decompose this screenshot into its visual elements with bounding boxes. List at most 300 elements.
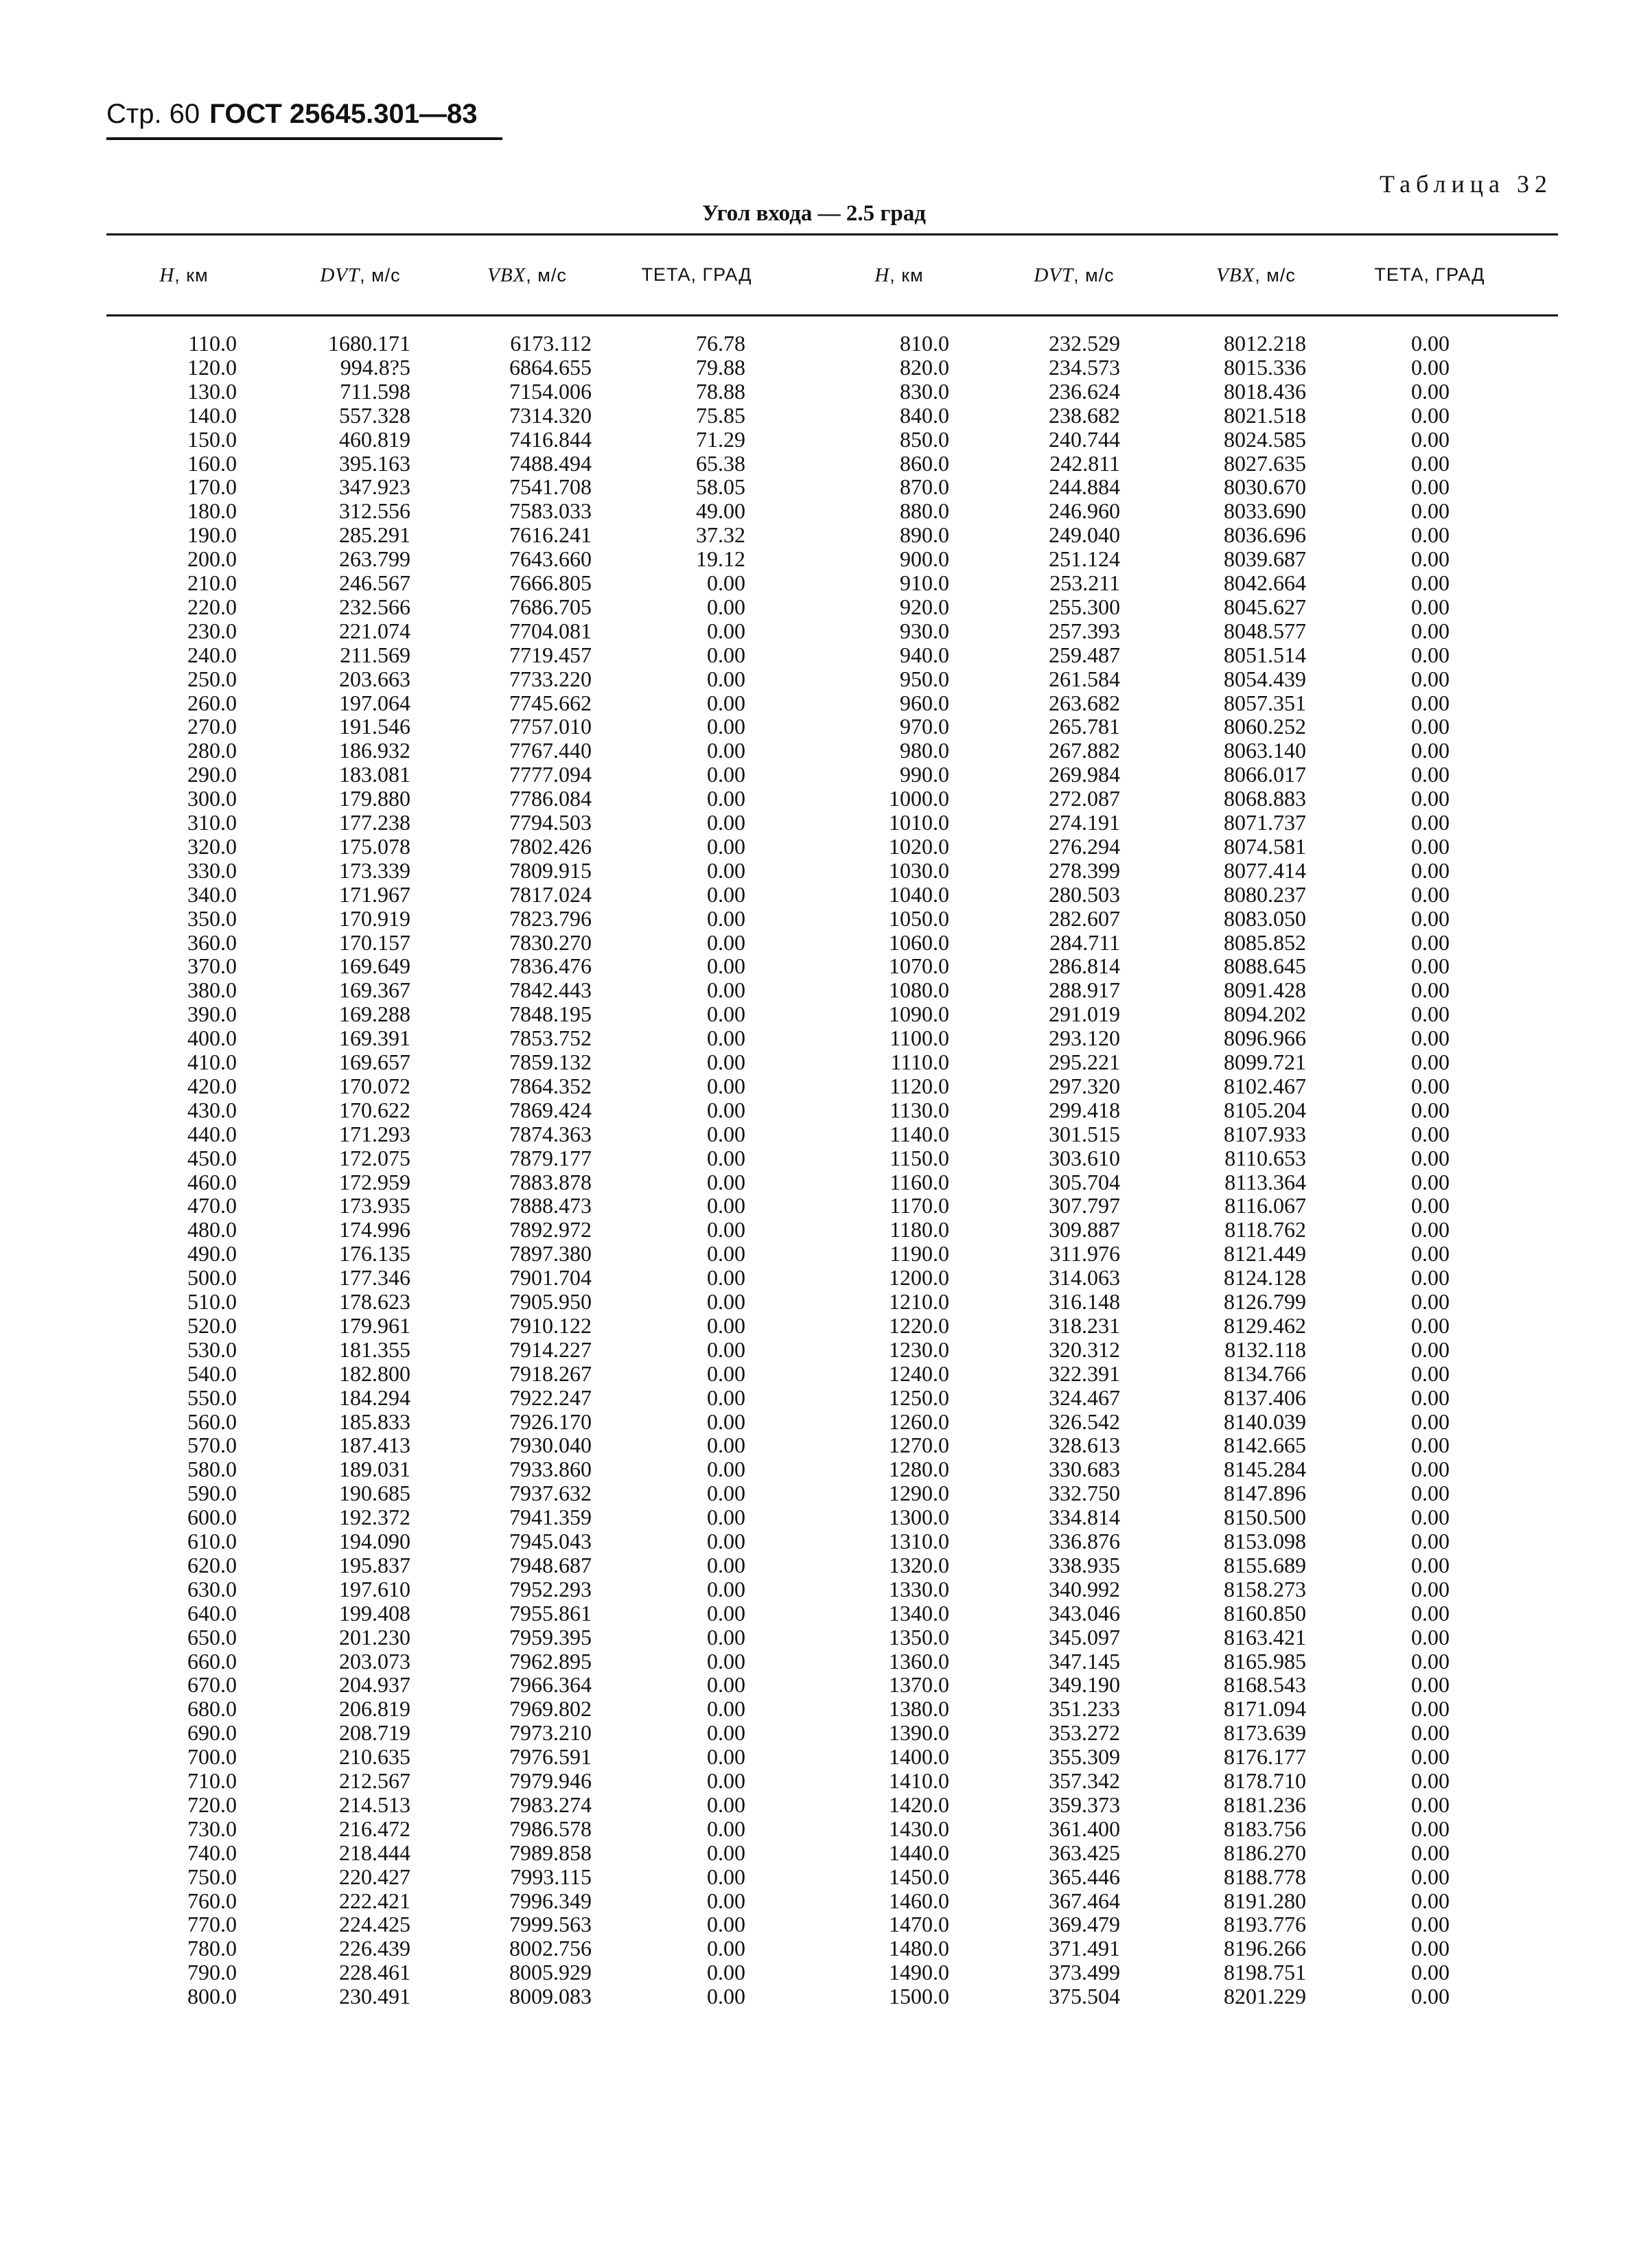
table-cell-h: 1450.0 xyxy=(889,1864,949,1889)
table-cell-teta: 0.00 xyxy=(1411,1097,1450,1122)
table-cell-teta: 0.00 xyxy=(1411,1600,1450,1625)
table-cell-teta: 0.00 xyxy=(707,905,745,931)
table-cell-vbx: 8155.689 xyxy=(1224,1552,1306,1577)
table-cell-h: 860.0 xyxy=(900,450,949,476)
table-cell-dvt: 259.487 xyxy=(1049,642,1120,667)
table-cell-dvt: 181.355 xyxy=(339,1336,410,1362)
table-cell-teta: 0.00 xyxy=(1411,714,1450,739)
table-cell-dvt: 994.8?5 xyxy=(340,354,410,380)
table-cell-h: 640.0 xyxy=(187,1600,237,1625)
table-cell-h: 910.0 xyxy=(900,570,949,595)
table-cell-dvt: 190.685 xyxy=(339,1481,410,1506)
table-cell-dvt: 199.408 xyxy=(339,1600,410,1625)
table-cell-dvt: 216.472 xyxy=(339,1816,410,1841)
table-cell-h: 790.0 xyxy=(187,1960,237,1985)
table-cell-dvt: 197.610 xyxy=(339,1576,410,1601)
table-cell-h: 130.0 xyxy=(187,378,237,404)
table-cell-teta: 0.00 xyxy=(707,1241,745,1266)
table-cell-h: 410.0 xyxy=(187,1050,237,1074)
table-cell-teta: 0.00 xyxy=(1411,1193,1450,1218)
table-cell-teta: 0.00 xyxy=(1411,498,1450,524)
table-cell-teta: 0.00 xyxy=(707,1864,745,1889)
table-cell-dvt: 228.461 xyxy=(339,1960,410,1985)
table-cell-teta: 0.00 xyxy=(707,1385,745,1410)
table-cell-dvt: 338.935 xyxy=(1049,1552,1120,1577)
table-cell-teta: 0.00 xyxy=(1411,1289,1450,1314)
table-cell-teta: 76.78 xyxy=(696,331,745,356)
table-cell-teta: 0.00 xyxy=(1411,402,1450,428)
table-cell-h: 1240.0 xyxy=(889,1361,949,1386)
table-cell-teta: 0.00 xyxy=(1411,1121,1450,1146)
table-cell-teta: 0.00 xyxy=(1411,1409,1450,1434)
table-cell-vbx: 7416.844 xyxy=(509,426,592,452)
table-cell-teta: 0.00 xyxy=(1411,426,1450,452)
table-cell-h: 940.0 xyxy=(900,642,949,667)
table-cell-vbx: 7757.010 xyxy=(509,714,592,739)
table-cell-teta: 0.00 xyxy=(1411,1529,1450,1553)
table-cell-h: 240.0 xyxy=(187,642,237,667)
table-cell-h: 1120.0 xyxy=(889,1073,949,1098)
table-cell-h: 1380.0 xyxy=(889,1696,949,1722)
table-cell-h: 1220.0 xyxy=(889,1312,949,1338)
table-cell-teta: 0.00 xyxy=(1411,331,1450,356)
table-cell-h: 970.0 xyxy=(900,714,949,739)
table-cell-h: 820.0 xyxy=(900,354,949,380)
table-cell-dvt: 359.373 xyxy=(1049,1792,1120,1817)
table-cell-teta: 0.00 xyxy=(1411,786,1450,811)
table-cell-dvt: 284.711 xyxy=(1049,929,1120,955)
table-cell-dvt: 269.984 xyxy=(1049,762,1120,787)
table-cell-vbx: 8021.518 xyxy=(1224,402,1306,428)
table-cell-teta: 0.00 xyxy=(1411,642,1450,667)
table-cell-vbx: 8045.627 xyxy=(1224,594,1306,619)
table-cell-dvt: 172.075 xyxy=(339,1145,410,1170)
table-cell-h: 250.0 xyxy=(187,666,237,691)
table-cell-dvt: 336.876 xyxy=(1049,1529,1120,1553)
table-cell-h: 220.0 xyxy=(187,594,237,619)
table-cell-h: 1210.0 xyxy=(889,1289,949,1314)
table-cell-teta: 0.00 xyxy=(707,1624,745,1650)
table-top-rule xyxy=(106,233,1558,235)
table-cell-vbx: 8201.229 xyxy=(1224,1984,1306,2009)
table-cell-vbx: 7888.473 xyxy=(509,1193,592,1218)
table-cell-vbx: 7955.861 xyxy=(509,1600,592,1625)
table-cell-vbx: 8132.118 xyxy=(1224,1336,1306,1362)
table-cell-teta: 0.00 xyxy=(707,1912,745,1937)
table-cell-teta: 0.00 xyxy=(707,1529,745,1553)
table-cell-h: 1040.0 xyxy=(889,881,949,907)
table-cell-dvt: 253.211 xyxy=(1049,570,1120,595)
table-cell-h: 580.0 xyxy=(187,1457,237,1482)
table-cell-h: 1170.0 xyxy=(889,1193,949,1218)
table-cell-h: 670.0 xyxy=(187,1672,237,1698)
table-cell-vbx: 8024.585 xyxy=(1224,426,1306,452)
table-cell-dvt: 309.887 xyxy=(1049,1217,1120,1242)
table-cell-teta: 0.00 xyxy=(707,1505,745,1530)
table-cell-teta: 0.00 xyxy=(1411,1552,1450,1577)
table-cell-h: 690.0 xyxy=(187,1720,237,1746)
table-cell-h: 1370.0 xyxy=(889,1672,949,1698)
table-cell-teta: 0.00 xyxy=(1411,1624,1450,1650)
table-cell-teta: 0.00 xyxy=(1411,522,1450,548)
table-cell-teta: 0.00 xyxy=(1411,1026,1450,1051)
table-cell-dvt: 174.996 xyxy=(339,1217,410,1242)
table-cell-dvt: 361.400 xyxy=(1049,1816,1120,1841)
table-cell-teta: 0.00 xyxy=(1411,1912,1450,1937)
table-cell-vbx: 7905.950 xyxy=(509,1289,592,1314)
table-cell-teta: 0.00 xyxy=(1411,666,1450,691)
table-cell-h: 1200.0 xyxy=(889,1265,949,1291)
table-cell-vbx: 7704.081 xyxy=(509,618,592,643)
table-cell-vbx: 7767.440 xyxy=(509,738,592,763)
table-cell-dvt: 246.567 xyxy=(339,570,410,595)
table-cell-dvt: 311.976 xyxy=(1049,1241,1120,1266)
table-cell-h: 550.0 xyxy=(187,1385,237,1410)
table-cell-h: 960.0 xyxy=(900,690,949,715)
table-cell-vbx: 8099.721 xyxy=(1224,1050,1306,1074)
table-cell-vbx: 8118.762 xyxy=(1224,1217,1306,1242)
table-caption: Угол входа — 2.5 град xyxy=(702,201,926,226)
table-cell-vbx: 8051.514 xyxy=(1224,642,1306,667)
table-cell-vbx: 8113.364 xyxy=(1224,1169,1306,1194)
table-cell-dvt: 282.607 xyxy=(1049,905,1120,931)
table-cell-dvt: 221.074 xyxy=(339,618,410,643)
table-cell-dvt: 357.342 xyxy=(1049,1768,1120,1793)
table-cell-vbx: 8054.439 xyxy=(1224,666,1306,691)
table-cell-teta: 0.00 xyxy=(707,1433,745,1458)
table-cell-vbx: 8110.653 xyxy=(1224,1145,1306,1170)
table-cell-teta: 0.00 xyxy=(1411,738,1450,763)
table-cell-dvt: 340.992 xyxy=(1049,1576,1120,1601)
table-cell-teta: 0.00 xyxy=(707,594,745,619)
table-cell-vbx: 8173.639 xyxy=(1224,1720,1306,1746)
table-cell-vbx: 8005.929 xyxy=(509,1960,592,1985)
table-cell-h: 930.0 xyxy=(900,618,949,643)
table-cell-vbx: 7996.349 xyxy=(509,1888,592,1913)
table-cell-vbx: 8183.756 xyxy=(1224,1816,1306,1841)
table-cell-vbx: 8188.778 xyxy=(1224,1864,1306,1889)
standard-number: ГОСТ 25645.301—83 xyxy=(209,99,478,129)
table-cell-teta: 0.00 xyxy=(1411,762,1450,787)
table-cell-dvt: 191.546 xyxy=(339,714,410,739)
table-cell-h: 1290.0 xyxy=(889,1481,949,1506)
table-cell-teta: 0.00 xyxy=(1411,929,1450,955)
table-cell-h: 430.0 xyxy=(187,1097,237,1122)
table-cell-vbx: 7830.270 xyxy=(509,929,592,955)
table-cell-h: 310.0 xyxy=(187,810,237,835)
table-cell-vbx: 7969.802 xyxy=(509,1696,592,1722)
table-cell-vbx: 8176.177 xyxy=(1224,1744,1306,1770)
table-cell-dvt: 293.120 xyxy=(1049,1026,1120,1051)
table-cell-teta: 0.00 xyxy=(1411,1744,1450,1770)
table-cell-vbx: 7986.578 xyxy=(509,1816,592,1841)
table-cell-h: 1270.0 xyxy=(889,1433,949,1458)
table-cell-h: 540.0 xyxy=(187,1361,237,1386)
table-cell-vbx: 8168.543 xyxy=(1224,1672,1306,1698)
table-cell-vbx: 8085.852 xyxy=(1224,929,1306,955)
table-cell-dvt: 288.917 xyxy=(1049,977,1120,1003)
table-cell-vbx: 7892.972 xyxy=(509,1217,592,1242)
table-cell-h: 1100.0 xyxy=(889,1026,949,1051)
table-cell-teta: 0.00 xyxy=(1411,378,1450,404)
table-cell-h: 890.0 xyxy=(900,522,949,548)
table-cell-dvt: 176.135 xyxy=(339,1241,410,1266)
table-cell-h: 160.0 xyxy=(187,450,237,476)
table-cell-dvt: 182.800 xyxy=(339,1361,410,1386)
table-cell-dvt: 460.819 xyxy=(339,426,410,452)
table-cell-vbx: 8150.500 xyxy=(1224,1505,1306,1530)
table-cell-teta: 0.00 xyxy=(707,618,745,643)
table-cell-teta: 0.00 xyxy=(1411,953,1450,979)
table-cell-h: 330.0 xyxy=(187,857,237,883)
table-cell-vbx: 8137.406 xyxy=(1224,1385,1306,1410)
table-cell-h: 570.0 xyxy=(187,1433,237,1458)
table-cell-teta: 0.00 xyxy=(1411,618,1450,643)
table-cell-dvt: 184.294 xyxy=(339,1385,410,1410)
header-underline xyxy=(106,137,502,140)
table-cell-h: 1280.0 xyxy=(889,1457,949,1482)
table-cell-vbx: 8126.799 xyxy=(1224,1289,1306,1314)
table-cell-h: 1490.0 xyxy=(889,1960,949,1985)
table-cell-vbx: 7643.660 xyxy=(509,546,592,572)
table-cell-vbx: 7874.363 xyxy=(509,1121,592,1146)
table-cell-vbx: 7314.320 xyxy=(509,402,592,428)
table-cell-vbx: 7864.352 xyxy=(509,1073,592,1098)
table-cell-dvt: 232.566 xyxy=(339,594,410,619)
table-cell-vbx: 7914.227 xyxy=(509,1336,592,1362)
table-cell-h: 630.0 xyxy=(187,1576,237,1601)
table-cell-teta: 0.00 xyxy=(707,1648,745,1674)
table-cell-h: 1310.0 xyxy=(889,1529,949,1553)
table-cell-vbx: 8063.140 xyxy=(1224,738,1306,763)
table-cell-dvt: 222.421 xyxy=(339,1888,410,1913)
table-cell-vbx: 7719.457 xyxy=(509,642,592,667)
table-cell-dvt: 177.238 xyxy=(339,810,410,835)
table-cell-teta: 0.00 xyxy=(1411,1002,1450,1027)
table-cell-teta: 0.00 xyxy=(707,1002,745,1027)
table-cell-h: 350.0 xyxy=(187,905,237,931)
table-cell-h: 1260.0 xyxy=(889,1409,949,1434)
table-cell-h: 1050.0 xyxy=(889,905,949,931)
table-cell-vbx: 7154.006 xyxy=(509,378,592,404)
table-cell-h: 280.0 xyxy=(187,738,237,763)
table-cell-h: 1410.0 xyxy=(889,1768,949,1793)
table-cell-dvt: 257.393 xyxy=(1049,618,1120,643)
table-cell-teta: 0.00 xyxy=(707,738,745,763)
table-cell-h: 140.0 xyxy=(187,402,237,428)
table-cell-teta: 0.00 xyxy=(1411,1217,1450,1242)
table-cell-teta: 0.00 xyxy=(707,666,745,691)
table-cell-teta: 0.00 xyxy=(707,1792,745,1817)
table-cell-vbx: 8060.252 xyxy=(1224,714,1306,739)
column-header-vbx-left: VBX, м/с xyxy=(487,264,567,286)
table-cell-teta: 0.00 xyxy=(1411,1888,1450,1913)
table-cell-dvt: 224.425 xyxy=(339,1912,410,1937)
table-cell-teta: 0.00 xyxy=(1411,1361,1450,1386)
table-cell-dvt: 212.567 xyxy=(339,1768,410,1793)
table-cell-dvt: 274.191 xyxy=(1049,810,1120,835)
table-cell-h: 840.0 xyxy=(900,402,949,428)
table-cell-vbx: 7666.805 xyxy=(509,570,592,595)
table-cell-teta: 0.00 xyxy=(1411,570,1450,595)
table-cell-h: 600.0 xyxy=(187,1505,237,1530)
table-cell-teta: 0.00 xyxy=(1411,833,1450,859)
table-cell-teta: 0.00 xyxy=(707,1888,745,1913)
table-cell-dvt: 240.744 xyxy=(1049,426,1120,452)
table-cell-h: 170.0 xyxy=(187,474,237,500)
table-cell-h: 260.0 xyxy=(187,690,237,715)
table-cell-teta: 0.00 xyxy=(1411,1936,1450,1961)
table-cell-h: 590.0 xyxy=(187,1481,237,1506)
table-cell-teta: 0.00 xyxy=(707,786,745,811)
table-cell-dvt: 255.300 xyxy=(1049,594,1120,619)
table-cell-vbx: 7541.708 xyxy=(509,474,592,500)
table-cell-dvt: 265.781 xyxy=(1049,714,1120,739)
table-cell-h: 740.0 xyxy=(187,1840,237,1865)
table-cell-vbx: 8129.462 xyxy=(1224,1312,1306,1338)
table-cell-vbx: 7794.503 xyxy=(509,810,592,835)
table-cell-dvt: 1680.171 xyxy=(328,331,410,356)
table-cell-teta: 0.00 xyxy=(707,1457,745,1482)
table-cell-vbx: 8080.237 xyxy=(1224,881,1306,907)
table-cell-h: 1360.0 xyxy=(889,1648,949,1674)
column-header-h-left: H, км xyxy=(159,264,209,286)
table-cell-vbx: 8068.883 xyxy=(1224,786,1306,811)
table-cell-h: 510.0 xyxy=(187,1289,237,1314)
table-cell-h: 1130.0 xyxy=(889,1097,949,1122)
table-cell-h: 1190.0 xyxy=(889,1241,949,1266)
table-cell-h: 1070.0 xyxy=(889,953,949,979)
table-cell-h: 1350.0 xyxy=(889,1624,949,1650)
table-cell-h: 680.0 xyxy=(187,1696,237,1722)
table-cell-h: 800.0 xyxy=(187,1984,237,2009)
table-cell-teta: 0.00 xyxy=(1411,1312,1450,1338)
table-cell-vbx: 7952.293 xyxy=(509,1576,592,1601)
table-cell-h: 1500.0 xyxy=(889,1984,949,2009)
table-cell-vbx: 8048.577 xyxy=(1224,618,1306,643)
table-cell-vbx: 8066.017 xyxy=(1224,762,1306,787)
table-cell-vbx: 8158.273 xyxy=(1224,1576,1306,1601)
table-cell-vbx: 7918.267 xyxy=(509,1361,592,1386)
table-cell-vbx: 8163.421 xyxy=(1224,1624,1306,1650)
table-cell-teta: 0.00 xyxy=(707,1600,745,1625)
table-cell-dvt: 179.961 xyxy=(339,1312,410,1338)
table-cell-teta: 0.00 xyxy=(707,1768,745,1793)
table-cell-vbx: 7959.395 xyxy=(509,1624,592,1650)
table-cell-teta: 0.00 xyxy=(707,1289,745,1314)
table-cell-teta: 0.00 xyxy=(707,1121,745,1146)
table-cell-dvt: 285.291 xyxy=(339,522,410,548)
table-cell-teta: 0.00 xyxy=(1411,1696,1450,1722)
table-cell-teta: 0.00 xyxy=(707,810,745,835)
table-cell-vbx: 6864.655 xyxy=(509,354,592,380)
table-cell-h: 810.0 xyxy=(900,331,949,356)
table-cell-h: 470.0 xyxy=(187,1193,237,1218)
table-cell-teta: 0.00 xyxy=(1411,1960,1450,1985)
table-cell-dvt: 203.663 xyxy=(339,666,410,691)
table-cell-h: 1320.0 xyxy=(889,1552,949,1577)
table-cell-dvt: 272.087 xyxy=(1049,786,1120,811)
table-cell-h: 1340.0 xyxy=(889,1600,949,1625)
table-cell-vbx: 8074.581 xyxy=(1224,833,1306,859)
table-cell-dvt: 206.819 xyxy=(339,1696,410,1722)
table-cell-dvt: 169.649 xyxy=(339,953,410,979)
table-cell-dvt: 280.503 xyxy=(1049,881,1120,907)
table-cell-h: 1330.0 xyxy=(889,1576,949,1601)
table-cell-vbx: 8018.436 xyxy=(1224,378,1306,404)
table-cell-vbx: 8142.665 xyxy=(1224,1433,1306,1458)
table-cell-vbx: 7933.860 xyxy=(509,1457,592,1482)
table-cell-h: 1150.0 xyxy=(889,1145,949,1170)
table-cell-teta: 0.00 xyxy=(707,1720,745,1746)
table-cell-h: 1250.0 xyxy=(889,1385,949,1410)
table-cell-dvt: 177.346 xyxy=(339,1265,410,1291)
table-cell-dvt: 226.439 xyxy=(339,1936,410,1961)
table-cell-dvt: 557.328 xyxy=(339,402,410,428)
table-cell-teta: 0.00 xyxy=(1411,977,1450,1003)
table-cell-dvt: 192.372 xyxy=(339,1505,410,1530)
table-cell-h: 560.0 xyxy=(187,1409,237,1434)
table-cell-teta: 37.32 xyxy=(696,522,745,548)
table-cell-h: 920.0 xyxy=(900,594,949,619)
table-cell-dvt: 345.097 xyxy=(1049,1624,1120,1650)
table-cell-vbx: 8105.204 xyxy=(1224,1097,1306,1122)
table-cell-h: 1180.0 xyxy=(889,1217,949,1242)
table-cell-h: 340.0 xyxy=(187,881,237,907)
table-cell-dvt: 351.233 xyxy=(1049,1696,1120,1722)
table-cell-teta: 0.00 xyxy=(1411,1265,1450,1291)
table-cell-teta: 0.00 xyxy=(707,1073,745,1098)
table-cell-vbx: 7993.115 xyxy=(510,1864,592,1889)
table-cell-vbx: 7966.364 xyxy=(509,1672,592,1698)
table-cell-teta: 0.00 xyxy=(1411,1648,1450,1674)
column-header-dvt-right: DVT, м/с xyxy=(1034,264,1115,286)
table-header-rule xyxy=(106,314,1558,316)
table-cell-h: 980.0 xyxy=(900,738,949,763)
table-cell-dvt: 183.081 xyxy=(339,762,410,787)
table-cell-vbx: 7842.443 xyxy=(509,977,592,1003)
table-cell-vbx: 8171.094 xyxy=(1224,1696,1306,1722)
table-cell-h: 200.0 xyxy=(187,546,237,572)
table-cell-vbx: 8012.218 xyxy=(1224,331,1306,356)
table-cell-teta: 0.00 xyxy=(707,1026,745,1051)
table-cell-dvt: 173.935 xyxy=(339,1193,410,1218)
table-cell-dvt: 332.750 xyxy=(1049,1481,1120,1506)
table-cell-teta: 0.00 xyxy=(707,1696,745,1722)
table-cell-teta: 0.00 xyxy=(707,714,745,739)
table-cell-vbx: 7823.796 xyxy=(509,905,592,931)
table-cell-dvt: 214.513 xyxy=(339,1792,410,1817)
table-cell-vbx: 8094.202 xyxy=(1224,1002,1306,1027)
table-cell-h: 990.0 xyxy=(900,762,949,787)
table-cell-dvt: 169.657 xyxy=(339,1050,410,1074)
table-cell-vbx: 7926.170 xyxy=(509,1409,592,1434)
table-cell-dvt: 178.623 xyxy=(339,1289,410,1314)
table-cell-h: 1440.0 xyxy=(889,1840,949,1865)
table-cell-dvt: 286.814 xyxy=(1049,953,1120,979)
table-cell-dvt: 210.635 xyxy=(339,1744,410,1770)
table-cell-dvt: 175.078 xyxy=(339,833,410,859)
table-cell-teta: 0.00 xyxy=(707,1672,745,1698)
table-cell-dvt: 334.814 xyxy=(1049,1505,1120,1530)
table-cell-teta: 0.00 xyxy=(707,570,745,595)
table-cell-vbx: 8134.766 xyxy=(1224,1361,1306,1386)
table-cell-dvt: 373.499 xyxy=(1049,1960,1120,1985)
table-cell-dvt: 363.425 xyxy=(1049,1840,1120,1865)
table-cell-dvt: 326.542 xyxy=(1049,1409,1120,1434)
table-cell-teta: 0.00 xyxy=(707,857,745,883)
table-cell-dvt: 189.031 xyxy=(339,1457,410,1482)
